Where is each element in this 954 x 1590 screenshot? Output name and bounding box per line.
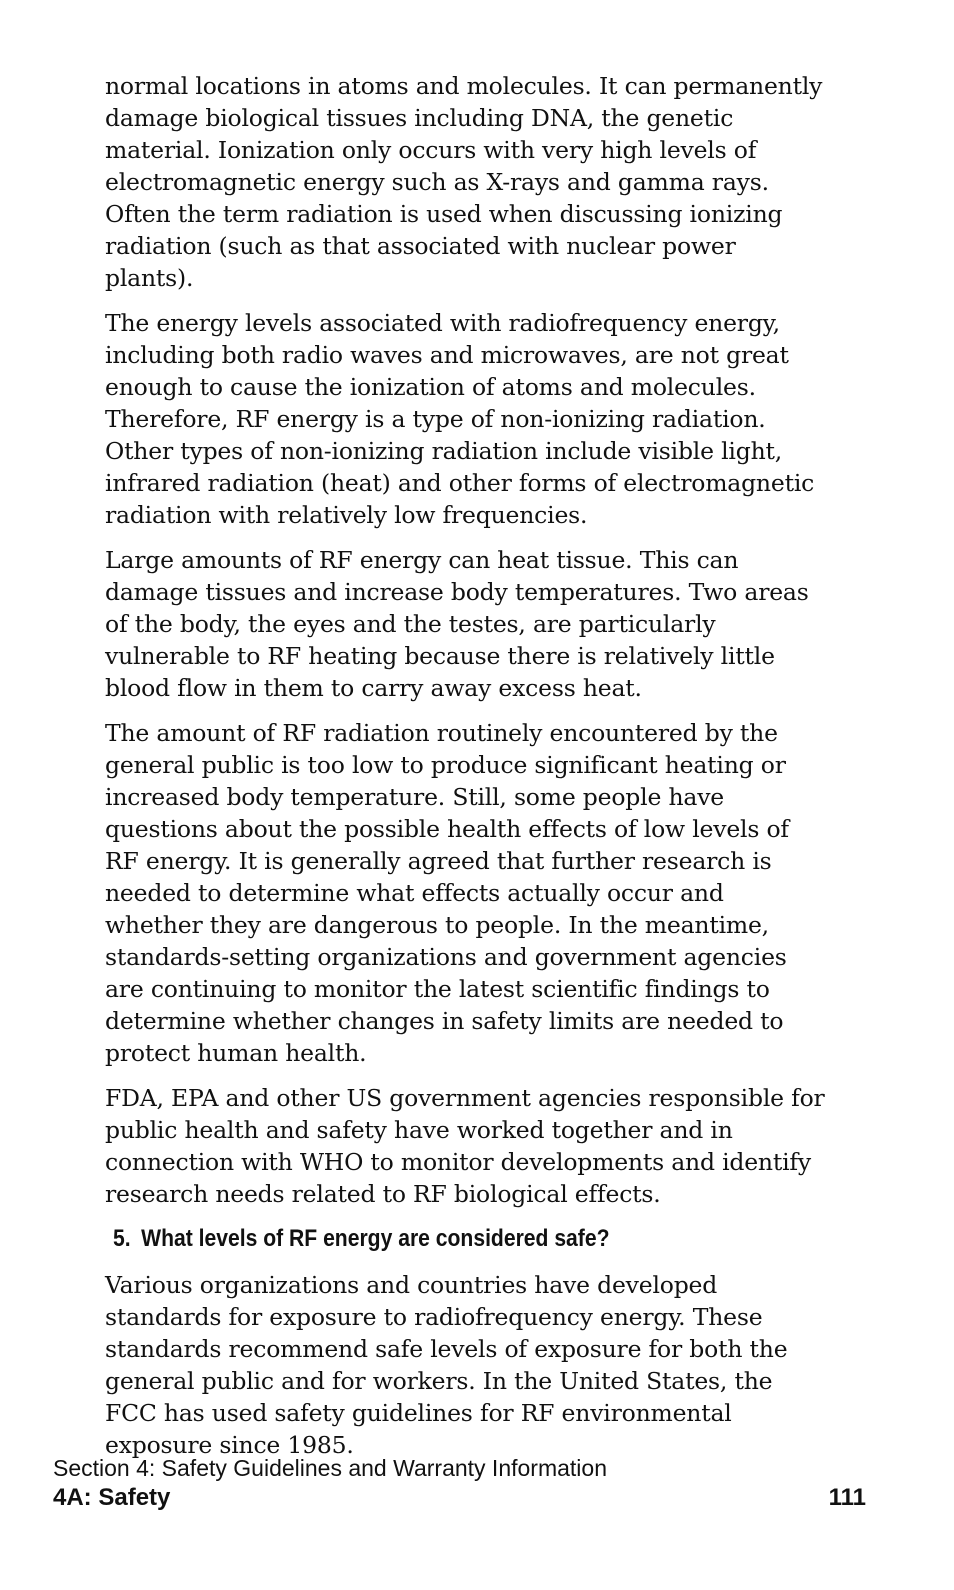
footer-section-title: Section 4: Safety Guidelines and Warranty Information [53,1455,607,1481]
footer-subsection: 4A: Safety [53,1484,171,1511]
body-paragraph: normal locations in atoms and molecules. It can permanently damage biological tissues including DNA, the genetic material. Ionization only occurs with very high levels of electromagnetic energy such as X-rays and gamma rays. Often the term radiation is used when discussing ionizing radiation (such as that associated with nuclear power plants). [105,72,823,292]
question-number: 5. [113,1225,131,1252]
page-content [105,70,825,1474]
question-heading [113,1223,740,1255]
body-paragraph: Large amounts of RF energy can heat tissue. This can damage tissues and increase body temperatures. Two areas of the body, the eyes and the testes, are particularly vulnerable to RF heating because there is relatively little blood flow in them to carry away excess heat. [105,546,809,702]
body-paragraph: FDA, EPA and other US government agencies responsible for public health and safety have worked together and in connection with WHO to monitor developments and identify research needs related to RF biological effects. [105,1084,825,1208]
page-number: 111 [828,1484,866,1511]
body-paragraph: The energy levels associated with radiofrequency energy, including both radio waves and microwaves, are not great enough to cause the ionization of atoms and molecules. Therefore, RF energy is a type of non-ionizing radiation. Other types of non-ionizing radiation include visible light, infrared radiation (heat) and other forms of electromagnetic radiation with relatively low frequencies. [105,309,815,529]
body-paragraph: The amount of RF radiation routinely encountered by the general public is too low to produce significant heating or increased body temperature. Still, some people have questions about the possible health effects of low levels of RF energy. It is generally agreed that further research is needed to determine what effects actually occur and whether they are dangerous to people. In the meantime, standards-setting organizations and government agencies are continuing to monitor the latest scientific findings to determine whether changes in safety limits are needed to protect human health. [105,719,789,1067]
answer-paragraph: Various organizations and countries have developed standards for exposure to radiofrequency energy. These standards recommend safe levels of exposure for both the general public and for workers. In the United States, the FCC has used safety guidelines for RF environmental exposure since 1985. [105,1271,788,1459]
page-footer [53,1453,866,1513]
question-text: What levels of RF energy are considered safe? [141,1225,610,1252]
footer-row [53,1483,866,1513]
